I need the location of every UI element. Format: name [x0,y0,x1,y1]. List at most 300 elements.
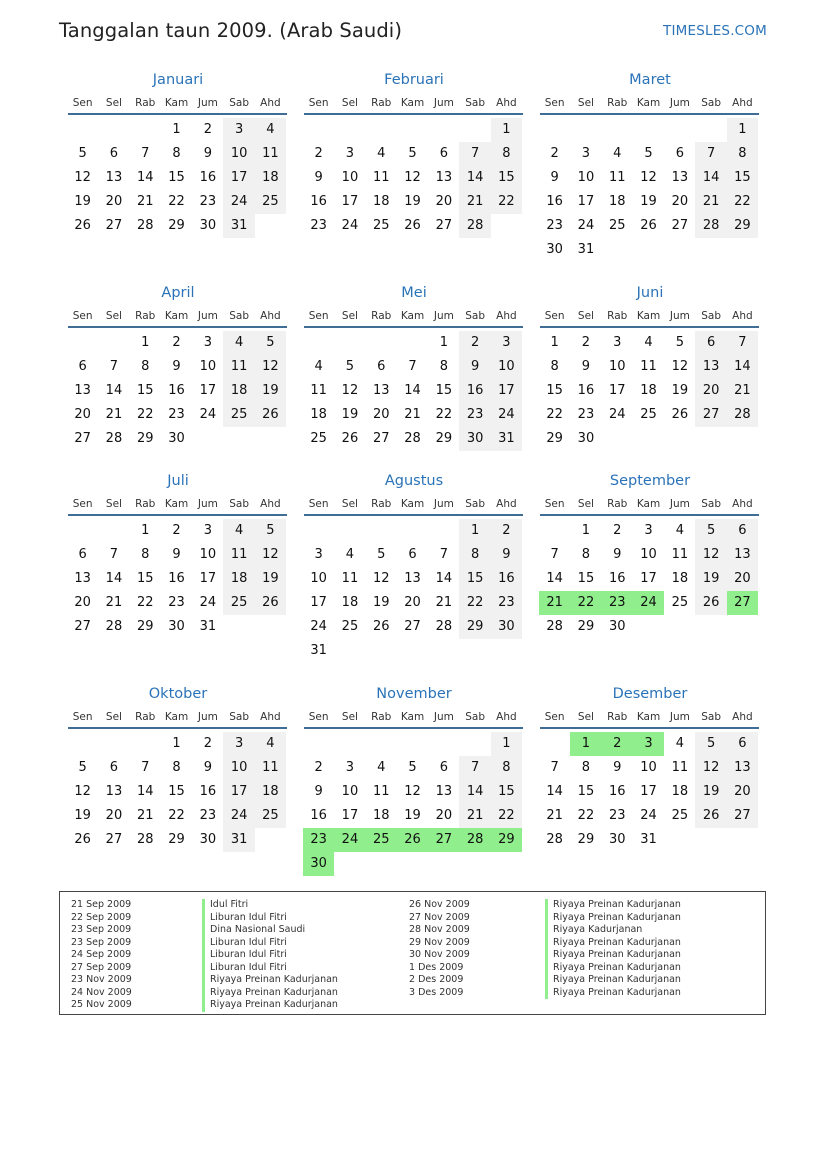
day-cell: 28 [695,214,726,238]
day-cell: 31 [223,214,254,238]
day-cell: 5 [377,547,386,562]
empty-cell [366,852,397,876]
day-cell: 9 [581,359,591,374]
week-row [67,756,289,780]
day-cell: 15 [168,784,185,799]
day-cell: 21 [459,190,490,214]
day-cell: 21 [404,407,421,422]
legend-names-col-1 [202,899,338,1012]
day-cell: 11 [640,359,657,374]
day-cell: 22 [546,407,563,422]
day-cell: 28 [727,403,758,427]
empty-cell [98,519,129,543]
day-cell: 9 [314,784,323,799]
weekday-label: Sel [105,710,122,723]
weekday-label: Kam [164,309,189,322]
day-cell: 28 [105,431,123,446]
empty-cell [397,732,428,756]
week-row [67,190,289,214]
day-cell: 29 [577,832,595,847]
empty-cell [727,615,758,639]
empty-cell [459,852,490,876]
day-cell: 26 [341,431,359,446]
empty-cell [303,732,334,756]
day-cell: 9 [550,170,559,185]
day-cell: 19 [255,379,286,403]
empty-cell [303,519,334,543]
day-cell: 30 [459,427,490,451]
day-cell: 8 [491,142,522,166]
day-cell: 11 [341,571,359,586]
week-row [67,142,289,166]
day-cell: 6 [695,331,726,355]
day-cell: 17 [608,383,626,398]
weekday-label: Sen [308,96,329,109]
day-cell: 16 [608,571,626,586]
day-cell: 13 [404,571,421,586]
day-cell: 17 [577,194,595,209]
day-cell: 4 [377,146,386,161]
day-cell: 4 [223,519,254,543]
day-cell: 28 [136,218,154,233]
empty-cell [459,639,490,663]
weekday-label: Sab [701,710,722,723]
day-cell: 17 [491,379,522,403]
day-cell: 24 [223,190,254,214]
week-row [539,403,761,427]
day-cell: 23 [310,218,327,233]
holiday-day-cell: 23 [602,591,633,615]
weekday-label: Kam [636,497,661,510]
day-cell: 27 [695,403,726,427]
weekday-label: Sab [229,497,250,510]
week-row [539,142,761,166]
week-row [539,732,761,756]
day-cell: 18 [310,407,327,422]
day-cell: 18 [372,808,390,823]
weekday-label: Rab [371,497,392,510]
day-cell: 12 [695,543,726,567]
empty-cell [695,427,726,451]
week-row [303,756,525,780]
weekday-header [303,93,525,112]
month-juni [539,285,761,451]
brand-link[interactable]: TIMESLES.COM [663,23,767,39]
weekday-label: Sel [577,710,594,723]
weekday-label: Sab [701,497,722,510]
month-oktober [67,686,289,852]
day-cell: 17 [310,595,327,610]
day-cell: 29 [727,214,758,238]
empty-cell [223,427,254,451]
weekday-header [67,93,289,112]
day-cell: 10 [341,170,359,185]
day-cell: 24 [341,218,359,233]
weekday-label: Rab [607,497,628,510]
day-cell: 2 [459,331,490,355]
empty-cell [397,852,428,876]
day-cell: 20 [74,407,91,422]
month-days [539,331,761,451]
day-cell: 16 [459,379,490,403]
day-cell: 26 [640,218,657,233]
weekday-label: Sel [341,96,358,109]
week-row [539,756,761,780]
day-cell: 14 [435,571,453,586]
day-cell: 5 [408,146,417,161]
day-cell: 26 [372,619,390,634]
header-rule [304,326,523,328]
day-cell: 16 [577,383,595,398]
holiday-day-cell: 2 [602,732,633,756]
holiday-day-cell: 27 [428,828,459,852]
week-row [539,379,761,403]
weekday-header [303,306,525,325]
week-row [303,639,525,663]
day-cell: 11 [608,170,626,185]
empty-cell [428,519,459,543]
day-cell: 27 [727,804,758,828]
day-cell: 14 [695,166,726,190]
day-cell: 11 [255,142,286,166]
day-cell: 29 [136,431,154,446]
legend-date: 24 Sep 2009 [71,949,132,960]
day-cell: 15 [136,571,154,586]
week-row [539,166,761,190]
day-cell: 10 [199,359,217,374]
month-title: Juli [167,473,189,489]
day-cell: 6 [78,359,87,374]
day-cell: 16 [310,808,327,823]
day-cell: 11 [372,784,390,799]
day-cell: 4 [345,547,355,562]
month-days [303,331,525,451]
day-cell: 11 [255,756,286,780]
empty-cell [633,238,664,262]
day-cell: 31 [640,832,657,847]
day-cell: 29 [168,218,185,233]
weekday-label: Sab [465,497,486,510]
day-cell: 19 [341,407,359,422]
empty-cell [255,615,286,639]
week-row [67,379,289,403]
day-cell: 11 [223,355,254,379]
week-row [303,214,525,238]
weekday-header [303,707,525,726]
day-cell: 6 [727,732,758,756]
day-cell: 22 [459,591,490,615]
day-cell: 31 [491,427,522,451]
day-cell: 31 [223,828,254,852]
day-cell: 25 [671,595,689,610]
day-cell: 9 [613,760,622,775]
week-row [303,355,525,379]
empty-cell [130,732,161,756]
day-cell: 27 [372,431,390,446]
empty-cell [633,615,664,639]
month-days [67,519,289,639]
day-cell: 26 [404,218,421,233]
day-cell: 31 [577,242,595,257]
empty-cell [633,427,664,451]
weekday-label: Sab [229,710,250,723]
weekday-label: Sab [465,710,486,723]
day-cell: 18 [255,780,286,804]
day-cell: 20 [727,780,758,804]
legend-holiday-name: Riyaya Preinan Kadurjanan [202,987,338,1000]
day-cell: 11 [310,383,327,398]
day-cell: 7 [459,756,490,780]
day-cell: 9 [613,547,622,562]
weekday-label: Jum [433,309,454,322]
legend-holiday-name: Idul Fitri [202,899,338,912]
weekday-label: Sel [577,497,594,510]
day-cell: 5 [255,331,286,355]
empty-cell [366,331,397,355]
day-cell: 24 [577,218,595,233]
day-cell: 13 [727,756,758,780]
empty-cell [334,331,365,355]
weekday-label: Kam [636,309,661,322]
week-row [67,591,289,615]
week-row [67,355,289,379]
empty-cell [539,732,570,756]
legend-holiday-name: Liburan Idul Fitri [202,937,338,950]
week-row [303,732,525,756]
day-cell: 5 [695,732,726,756]
weekday-label: Sab [701,309,722,322]
empty-cell [223,615,254,639]
week-row [303,190,525,214]
month-februari [303,72,525,238]
empty-cell [727,238,758,262]
weekday-label: Jum [669,309,690,322]
day-cell: 12 [404,784,421,799]
day-cell: 18 [223,379,254,403]
day-cell: 19 [74,194,91,209]
legend-holiday-name: Riyaya Preinan Kadurjanan [545,899,681,912]
day-cell: 15 [168,170,185,185]
legend-holiday-name: Riyaya Kadurjanan [545,924,681,937]
day-cell: 12 [404,170,421,185]
empty-cell [633,118,664,142]
day-cell: 12 [255,543,286,567]
weekday-header [539,707,761,726]
holiday-day-cell: 1 [570,732,601,756]
month-days [303,732,525,876]
day-cell: 28 [546,619,563,634]
weekday-label: Sen [308,497,329,510]
day-cell: 30 [491,615,522,639]
day-cell: 1 [141,523,150,538]
legend-date: 3 Des 2009 [409,986,464,998]
day-cell: 20 [74,595,91,610]
day-cell: 24 [491,403,522,427]
weekday-label: Sen [72,710,93,723]
empty-cell [366,118,397,142]
day-cell: 21 [136,194,154,209]
week-row [539,828,761,852]
day-cell: 1 [439,335,448,350]
day-cell: 1 [491,118,522,142]
week-row [67,567,289,591]
day-cell: 19 [671,383,689,398]
day-cell: 26 [74,218,91,233]
legend-date: 24 Nov 2009 [71,986,132,998]
legend-date: 25 Nov 2009 [71,999,132,1010]
legend-date: 21 Sep 2009 [71,899,132,910]
weekday-label: Ahd [732,710,753,723]
weekday-label: Jum [669,710,690,723]
day-cell: 29 [435,431,453,446]
day-cell: 4 [613,146,622,161]
empty-cell [428,852,459,876]
legend-date: 28 Nov 2009 [409,924,470,935]
weekday-label: Ahd [260,710,281,723]
day-cell: 24 [199,407,217,422]
day-cell: 18 [341,595,359,610]
holiday-day-cell: 3 [633,732,664,756]
day-cell: 12 [695,756,726,780]
day-cell: 20 [105,808,123,823]
empty-cell [366,732,397,756]
day-cell: 6 [675,146,684,161]
empty-cell [98,331,129,355]
legend-date: 27 Sep 2009 [71,961,132,973]
day-cell: 10 [640,547,657,562]
empty-cell [727,427,758,451]
day-cell: 30 [608,832,626,847]
day-cell: 4 [223,331,254,355]
day-cell: 15 [546,383,563,398]
day-cell: 21 [546,808,563,823]
day-cell: 9 [491,543,522,567]
day-cell: 15 [577,571,595,586]
weekday-label: Ahd [260,96,281,109]
day-cell: 15 [136,383,154,398]
empty-cell [334,639,365,663]
empty-cell [397,519,428,543]
weekday-label: Jum [197,710,218,723]
empty-cell [664,828,695,852]
day-cell: 15 [491,166,522,190]
week-row [303,804,525,828]
weekday-label: Sel [577,309,594,322]
week-row [539,190,761,214]
day-cell: 10 [223,756,254,780]
week-row [539,615,761,639]
day-cell: 7 [459,142,490,166]
day-cell: 29 [168,832,185,847]
week-row [67,331,289,355]
day-cell: 10 [223,142,254,166]
day-cell: 25 [255,804,286,828]
day-cell: 9 [314,170,323,185]
weekday-label: Rab [371,710,392,723]
day-cell: 12 [74,170,91,185]
weekday-header [67,494,289,513]
day-cell: 22 [136,595,154,610]
holiday-day-cell: 22 [570,591,601,615]
empty-cell [459,118,490,142]
weekday-label: Jum [197,96,218,109]
legend-holiday-name: Riyaya Preinan Kadurjanan [545,962,681,975]
holiday-day-cell: 26 [397,828,428,852]
day-cell: 17 [640,784,657,799]
weekday-label: Kam [164,497,189,510]
empty-cell [602,427,633,451]
weekday-header [539,494,761,513]
day-cell: 28 [546,832,563,847]
empty-cell [130,118,161,142]
legend-holiday-name: Liburan Idul Fitri [202,912,338,925]
weekday-label: Ahd [496,309,517,322]
day-cell: 19 [404,808,421,823]
holiday-day-cell: 24 [633,591,664,615]
day-cell: 4 [675,736,684,751]
legend-holiday-name: Riyaya Preinan Kadurjanan [545,912,681,925]
day-cell: 23 [608,808,626,823]
day-cell: 8 [141,359,150,374]
day-cell: 24 [199,595,217,610]
month-days [67,732,289,852]
week-row [67,780,289,804]
day-cell: 3 [613,335,622,350]
week-row [539,355,761,379]
day-cell: 9 [203,146,212,161]
day-cell: 22 [491,804,522,828]
week-row [539,591,761,615]
day-cell: 14 [136,170,154,185]
empty-cell [255,427,286,451]
day-cell: 2 [613,523,622,538]
legend-holiday-name: Riyaya Preinan Kadurjanan [545,974,681,987]
weekday-label: Rab [371,309,392,322]
day-cell: 20 [372,407,390,422]
day-cell: 25 [255,190,286,214]
day-cell: 29 [546,431,563,446]
day-cell: 15 [459,567,490,591]
day-cell: 18 [223,567,254,591]
day-cell: 3 [223,118,254,142]
weekday-label: Sab [229,309,250,322]
day-cell: 16 [608,784,626,799]
day-cell: 5 [695,519,726,543]
month-title: Februari [384,72,444,88]
day-cell: 16 [199,784,217,799]
day-cell: 19 [255,567,286,591]
day-cell: 30 [168,431,185,446]
month-title: April [161,285,195,301]
day-cell: 20 [435,808,453,823]
day-cell: 7 [439,547,448,562]
day-cell: 21 [136,808,154,823]
day-cell: 3 [223,732,254,756]
weekday-label: Ahd [260,497,281,510]
day-cell: 25 [640,407,657,422]
weekday-label: Rab [135,309,156,322]
week-row [303,142,525,166]
empty-cell [334,519,365,543]
day-cell: 7 [408,359,417,374]
week-row [539,543,761,567]
weekday-label: Kam [636,96,661,109]
weekday-label: Ahd [260,309,281,322]
weekday-label: Sab [701,96,722,109]
weekday-label: Kam [400,309,425,322]
day-cell: 5 [78,146,87,161]
legend-holiday-name: Liburan Idul Fitri [202,949,338,962]
